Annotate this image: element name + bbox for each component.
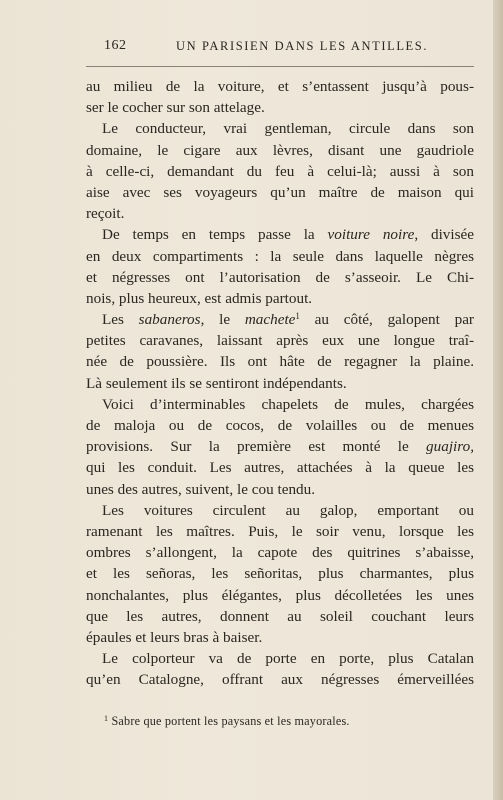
body-text — [86, 76, 474, 690]
running-title: UN PARISIEN DANS LES ANTILLES. — [176, 39, 429, 53]
text-line: provisions. Sur la première est monté le guajiro, — [86, 438, 474, 456]
footnote-text: Sabre que portent les paysans et les mayorales. — [108, 714, 350, 728]
text-line: reçoit. — [86, 205, 125, 223]
text-line: née de poussière. Ils ont hâte de regagner la plaine. — [86, 353, 474, 371]
text-line: en deux compartiments : la seule dans laquelle nègres — [86, 247, 474, 265]
text-line: Là seulement ils se sentiront indépendants. — [86, 374, 347, 392]
italic-term: sabaneros — [138, 311, 201, 329]
text-line: que les autres, donnent au soleil couchant leurs — [86, 607, 474, 625]
text-line: nonchalantes, plus élégantes, plus décolletées les unes — [86, 586, 474, 604]
text-line: ser le cocher sur son attelage. — [86, 99, 265, 117]
text-line: Le colporteur va de porte en porte, plus Catalan — [102, 650, 474, 668]
text-line: Le conducteur, vrai gentleman, circule dans son — [102, 120, 474, 138]
text-line: Les sabaneros, le machete$^1$ au côté, galopent par — [102, 311, 474, 329]
text-line: Les voitures circulent au galop, emportant ou — [102, 501, 474, 519]
paragraph — [86, 118, 474, 224]
italic-term: guajiro — [426, 438, 471, 456]
paragraph — [86, 648, 474, 690]
text-line: ombres s’allongent, la capote des quitrines s’abaisse, — [86, 544, 474, 562]
italic-term: machete — [244, 311, 296, 329]
text-line: domaine, le cigare aux lèvres, disant une gaudriole — [86, 141, 474, 159]
page-number: 162 — [104, 38, 127, 53]
text-line: qui les conduit. Les autres, attachées à la queue les — [86, 459, 474, 477]
footnote-marker: 1 — [104, 714, 109, 723]
text-line: à celle-ci, demandant du feu à celui-là; aussi à son — [86, 162, 474, 180]
text-line: Voici d’interminables chapelets de mules, chargées — [102, 395, 474, 413]
paragraph — [86, 76, 474, 118]
footnote-ref: 1 — [295, 311, 300, 322]
text-line: ramenant les maîtres. Puis, le soir venu, lorsque les — [86, 522, 474, 540]
italic-term: voiture noire — [327, 226, 415, 244]
paragraph — [86, 500, 474, 648]
text-line: de maloja ou de cocos, de volailles ou de menues — [86, 417, 474, 434]
paragraph — [86, 309, 474, 394]
text-line: épaules et leurs bras à baiser. — [86, 628, 263, 646]
text-line: nois, plus heureux, est admis partout. — [86, 289, 313, 307]
text-line: et les señoras, les señoritas, plus charmantes, plus — [86, 565, 474, 583]
text-line: petites caravanes, laissant après eux une longue traî- — [86, 332, 474, 350]
text-line: et négresses ont l’autorisation de s’asseoir. Le Chi- — [86, 268, 474, 286]
paragraph — [86, 224, 474, 309]
page-edge — [493, 0, 503, 800]
header-rule — [86, 66, 474, 67]
footnote — [104, 714, 464, 729]
paragraph — [86, 394, 474, 500]
text-line: unes des autres, suivent, le cou tendu. — [86, 480, 316, 498]
text-line: au milieu de la voiture, et s’entassent jusqu’à pous- — [86, 78, 474, 95]
text-line: De temps en temps passe la voiture noire, divisée — [102, 226, 474, 244]
text-line: aise avec ses voyageurs qu’un maître de maison qui — [86, 183, 474, 201]
text-line: qu’en Catalogne, offrant aux négresses émerveillées — [86, 671, 474, 689]
